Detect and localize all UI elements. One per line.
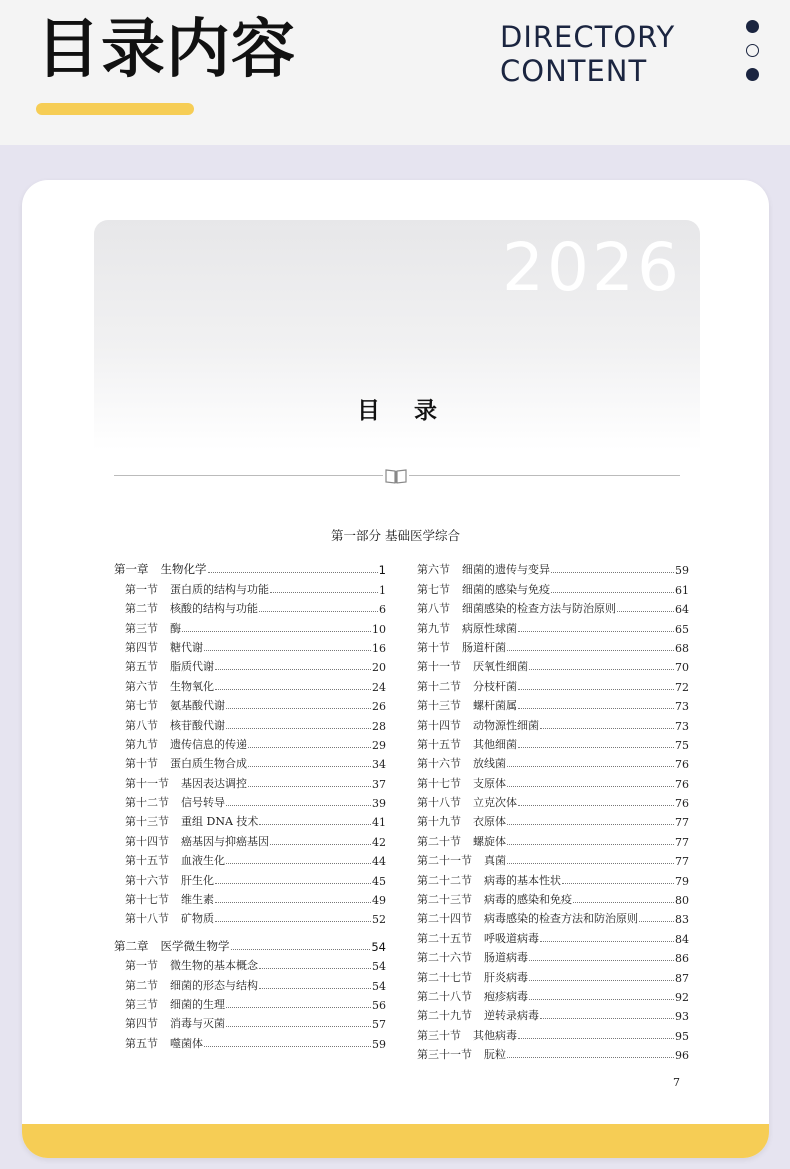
toc-entry-number: 第七节: [417, 582, 450, 596]
toc-section-row: [417, 1004, 689, 1023]
toc-entry-name: 病原性球菌: [462, 621, 517, 635]
toc-entry-name: 噬菌体: [170, 1036, 203, 1050]
toc-entry-page: 73: [675, 719, 689, 733]
toc-entry-name: 遗传信息的传递: [170, 737, 247, 751]
toc-entry-name: 病毒的感染和免疫: [484, 893, 572, 907]
toc-section-row: [417, 849, 689, 868]
toc-entry-name: 厌氧性细菌: [473, 660, 528, 674]
toc-entry-name: 动物源性细菌: [473, 718, 539, 732]
toc-entry-number: 第五节: [125, 660, 158, 674]
toc-entry-number: 第二十三节: [417, 893, 472, 907]
toc-section-row: [114, 597, 386, 616]
toc-section-row: [114, 636, 386, 655]
header-subtitle-line2: CONTENT: [500, 54, 648, 88]
dot-leader: [204, 650, 371, 651]
toc-section-row: [114, 577, 386, 596]
dot-leader: [270, 592, 378, 593]
toc-entry-name: 螺杆菌属: [473, 699, 517, 713]
toc-entry-name: 细菌的生理: [170, 997, 225, 1011]
toc-entry-number: 第五节: [125, 1036, 158, 1050]
toc-entry-page: 41: [372, 816, 386, 830]
dot-leader: [259, 988, 371, 989]
dot-leader: [529, 669, 674, 670]
toc-entry-name: 生物氧化: [170, 679, 214, 693]
toc-entry-name: 肠道病毒: [484, 951, 528, 965]
dot-leader: [540, 941, 674, 942]
toc-entry-name: 核酸的结构与功能: [170, 602, 258, 616]
toc-entry-page: 73: [675, 700, 689, 714]
dot-leader: [529, 999, 674, 1000]
dot-leader: [215, 669, 371, 670]
dot-leader: [208, 572, 378, 573]
toc-entry-name: 医学微生物学: [160, 938, 230, 953]
toc-entry-number: 第三十一节: [417, 1048, 472, 1062]
toc-section-row: [417, 636, 689, 655]
header-subtitle: [500, 20, 675, 88]
toc-title: 目录: [357, 398, 471, 424]
toc-entry-number: 第二十节: [417, 834, 461, 848]
toc-entry-name: 疱疹病毒: [484, 989, 528, 1003]
toc-entry-name: 呼吸道病毒: [484, 931, 539, 945]
toc-entry-number: 第二节: [125, 602, 158, 616]
toc-entry-page: 54: [372, 960, 386, 974]
dot-leader: [507, 766, 674, 767]
toc-entry-number: 第十一节: [417, 660, 461, 674]
toc-entry-page: 79: [675, 874, 689, 888]
toc-section-row: [417, 868, 689, 887]
toc-section-row: [114, 733, 386, 752]
toc-entry-name: 核苷酸代谢: [170, 718, 225, 732]
toc-section-row: [417, 791, 689, 810]
toc-entry-number: 第十五节: [417, 737, 461, 751]
toc-entry-number: 第六节: [125, 679, 158, 693]
toc-entry-name: 朊粒: [484, 1048, 506, 1062]
toc-entry-name: 氨基酸代谢: [170, 699, 225, 713]
toc-entry-number: 第十节: [417, 640, 450, 654]
toc-entry-page: 61: [675, 583, 689, 597]
toc-section-row: [114, 616, 386, 635]
toc-entry-name: 蛋白质的结构与功能: [170, 582, 269, 596]
toc-section-row: [417, 733, 689, 752]
pagination-dots: [746, 20, 760, 92]
toc-entry-page: 28: [372, 719, 386, 733]
toc-entry-number: 第十一节: [125, 776, 169, 790]
toc-entry-number: 第十六节: [417, 757, 461, 771]
dot-leader: [507, 1057, 674, 1058]
toc-entry-number: 第三十节: [417, 1028, 461, 1042]
dot-leader: [215, 883, 371, 884]
toc-section-row: [114, 674, 386, 693]
dot-leader: [507, 844, 674, 845]
toc-entry-page: 87: [675, 971, 689, 985]
toc-entry-number: 第十三节: [125, 815, 169, 829]
toc-section-row: [114, 1031, 386, 1050]
open-book-icon: [383, 466, 409, 486]
toc-entry-name: 肝生化: [181, 873, 214, 887]
toc-entry-page: 44: [372, 855, 386, 869]
toc-section-row: [114, 791, 386, 810]
toc-entry-number: 第十六节: [125, 873, 169, 887]
toc-entry-name: 衣原体: [473, 815, 506, 829]
toc-entry-number: 第八节: [417, 602, 450, 616]
dot-leader: [507, 650, 674, 651]
toc-entry-number: 第四节: [125, 640, 158, 654]
toc-entry-page: 29: [372, 738, 386, 752]
dot-leader: [518, 689, 674, 690]
toc-entry-page: 6: [379, 603, 386, 617]
toc-entry-name: 细菌的遗传与变异: [462, 563, 550, 577]
toc-section-row: [417, 694, 689, 713]
toc-entry-page: 75: [675, 738, 689, 752]
toc-section-row: [417, 655, 689, 674]
dot-leader: [551, 572, 674, 573]
dot-filled-icon: [746, 20, 759, 33]
toc-entry-name: 重组 DNA 技术: [181, 815, 259, 829]
toc-entry-number: 第二十一节: [417, 854, 472, 868]
toc-entry-page: 10: [372, 622, 386, 636]
toc-entry-number: 第二十九节: [417, 1009, 472, 1023]
toc-entry-name: 信号转导: [181, 796, 225, 810]
toc-section-row: [417, 771, 689, 790]
toc-section-row: [114, 810, 386, 829]
toc-section-row: [114, 954, 386, 973]
toc-entry-number: 第十节: [125, 757, 158, 771]
part-title: 第一部分 基础医学综合: [331, 528, 460, 543]
toc-section-row: [417, 674, 689, 693]
dot-leader: [226, 863, 371, 864]
toc-chapter-row: [114, 558, 386, 577]
toc-section-row: [417, 1023, 689, 1042]
toc-entry-name: 放线菌: [473, 757, 506, 771]
header-title: 目录内容: [36, 13, 296, 87]
toc-entry-page: 64: [675, 603, 689, 617]
dot-leader: [639, 921, 674, 922]
dot-leader: [259, 824, 371, 825]
toc-entry-number: 第十八节: [417, 796, 461, 810]
toc-entry-page: 39: [372, 797, 386, 811]
toc-entry-name: 糖代谢: [170, 640, 203, 654]
toc-entry-page: 80: [675, 894, 689, 908]
dot-leader: [259, 611, 378, 612]
toc-entry-number: 第一节: [125, 959, 158, 973]
dot-leader: [518, 1038, 674, 1039]
toc-entry-name: 逆转录病毒: [484, 1009, 539, 1023]
toc-entry-number: 第十八节: [125, 912, 169, 926]
toc-entry-page: 26: [372, 700, 386, 714]
dot-leader: [231, 949, 371, 950]
toc-entry-page: 84: [675, 932, 689, 946]
toc-entry-number: 第二章: [114, 938, 149, 953]
dot-leader: [562, 883, 674, 884]
toc-entry-page: 68: [675, 641, 689, 655]
dot-leader: [248, 786, 371, 787]
toc-entry-name: 螺旋体: [473, 834, 506, 848]
dot-ring-icon: [746, 44, 759, 57]
toc-section-row: [114, 868, 386, 887]
toc-right-column: [417, 558, 689, 1062]
dot-leader: [182, 631, 371, 632]
toc-entry-page: 49: [372, 894, 386, 908]
toc-section-row: [417, 616, 689, 635]
toc-entry-name: 微生物的基本概念: [170, 959, 258, 973]
toc-entry-page: 77: [675, 816, 689, 830]
toc-entry-page: 77: [675, 855, 689, 869]
toc-entry-page: 86: [675, 952, 689, 966]
dot-leader: [573, 902, 674, 903]
toc-section-row: [417, 926, 689, 945]
toc-section-row: [417, 946, 689, 965]
toc-entry-page: 65: [675, 622, 689, 636]
toc-entry-page: 76: [675, 797, 689, 811]
toc-entry-number: 第八节: [125, 718, 158, 732]
toc-section-row: [114, 1012, 386, 1031]
toc-entry-page: 72: [675, 680, 689, 694]
toc-entry-name: 蛋白质生物合成: [170, 757, 247, 771]
accent-bar: [36, 103, 194, 115]
dot-leader: [507, 786, 674, 787]
dot-leader: [617, 611, 674, 612]
dot-leader: [226, 708, 371, 709]
dot-leader: [270, 844, 371, 845]
toc-chapter-row: [114, 934, 386, 953]
toc-section-row: [417, 907, 689, 926]
toc-entry-page: 52: [372, 913, 386, 927]
toc-entry-number: 第十四节: [125, 834, 169, 848]
toc-entry-page: 1: [378, 563, 386, 578]
toc-entry-name: 支原体: [473, 776, 506, 790]
toc-entry-number: 第十七节: [125, 893, 169, 907]
dot-leader: [518, 747, 674, 748]
toc-entry-name: 细菌感染的检查方法与防治原则: [462, 602, 616, 616]
toc-section-row: [114, 993, 386, 1012]
dot-filled-icon: [746, 68, 759, 81]
dot-leader: [226, 805, 371, 806]
title-banner: [94, 220, 700, 450]
toc-entry-name: 病毒的基本性状: [484, 873, 561, 887]
toc-entry-name: 脂质代谢: [170, 660, 214, 674]
toc-entry-number: 第二十六节: [417, 951, 472, 965]
toc-entry-number: 第二十五节: [417, 931, 472, 945]
toc-entry-number: 第一节: [125, 582, 158, 596]
toc-entry-name: 分枝杆菌: [473, 679, 517, 693]
toc-entry-name: 癌基因与抑癌基因: [181, 834, 269, 848]
dot-leader: [529, 980, 674, 981]
toc-entry-page: 54: [371, 939, 386, 954]
dot-leader: [215, 902, 371, 903]
toc-entry-number: 第十四节: [417, 718, 461, 732]
toc-entry-page: 77: [675, 835, 689, 849]
toc-entry-number: 第十五节: [125, 854, 169, 868]
toc-section-row: [417, 965, 689, 984]
toc-section-row: [114, 888, 386, 907]
toc-section-row: [114, 655, 386, 674]
toc-section-row: [114, 849, 386, 868]
toc-entry-name: 酶: [170, 621, 181, 635]
dot-leader: [204, 1046, 371, 1047]
dot-leader: [551, 592, 674, 593]
toc-section-row: [417, 829, 689, 848]
toc-section-row: [114, 907, 386, 926]
toc-entry-page: 83: [675, 913, 689, 927]
dot-leader: [215, 689, 371, 690]
toc-entry-number: 第九节: [125, 737, 158, 751]
toc-entry-page: 92: [675, 990, 689, 1004]
dot-leader: [518, 631, 674, 632]
toc-entry-number: 第九节: [417, 621, 450, 635]
toc-entry-number: 第六节: [417, 563, 450, 577]
toc-section-row: [417, 558, 689, 577]
dot-leader: [507, 824, 674, 825]
toc-entry-name: 细菌的感染与免疫: [462, 582, 550, 596]
toc-section-row: [417, 888, 689, 907]
page-number: 7: [673, 1076, 680, 1089]
card-bottom-band: [22, 1124, 769, 1158]
toc-entry-number: 第十三节: [417, 699, 461, 713]
toc-entry-name: 立克次体: [473, 796, 517, 810]
toc-entry-name: 基因表达调控: [181, 776, 247, 790]
toc-entry-page: 70: [675, 661, 689, 675]
toc-entry-page: 59: [372, 1037, 386, 1051]
toc-entry-number: 第二十七节: [417, 970, 472, 984]
toc-section-row: [417, 752, 689, 771]
toc-entry-number: 第四节: [125, 1017, 158, 1031]
toc-entry-page: 76: [675, 777, 689, 791]
toc-section-row: [114, 829, 386, 848]
dot-leader: [226, 1007, 371, 1008]
dot-leader: [529, 960, 674, 961]
toc-entry-name: 其他病毒: [473, 1028, 517, 1042]
dot-leader: [248, 766, 371, 767]
dot-leader: [540, 1018, 674, 1019]
toc-section-row: [114, 771, 386, 790]
year-watermark: 2026: [502, 229, 682, 306]
toc-entry-page: 20: [372, 661, 386, 675]
toc-entry-page: 34: [372, 758, 386, 772]
toc-section-row: [114, 694, 386, 713]
toc-entry-number: 第二十四节: [417, 912, 472, 926]
toc-section-row: [417, 810, 689, 829]
dot-leader: [540, 728, 674, 729]
toc-entry-page: 96: [675, 1049, 689, 1063]
toc-entry-number: 第十七节: [417, 776, 461, 790]
dot-leader: [259, 968, 371, 969]
dot-leader: [518, 805, 674, 806]
dot-leader: [226, 1026, 371, 1027]
toc-entry-number: 第三节: [125, 997, 158, 1011]
toc-entry-name: 肠道杆菌: [462, 640, 506, 654]
dot-leader: [226, 728, 371, 729]
toc-entry-number: 第七节: [125, 699, 158, 713]
toc-section-row: [417, 577, 689, 596]
toc-entry-page: 37: [372, 777, 386, 791]
dot-leader: [518, 708, 674, 709]
toc-entry-page: 59: [675, 564, 689, 578]
toc-entry-page: 45: [372, 874, 386, 888]
toc-entry-page: 93: [675, 1010, 689, 1024]
toc-section-row: [114, 713, 386, 732]
toc-entry-number: 第二十二节: [417, 873, 472, 887]
page-header: [0, 0, 790, 145]
toc-entry-number: 第十二节: [125, 796, 169, 810]
toc-entry-number: 第三节: [125, 621, 158, 635]
toc-entry-page: 56: [372, 998, 386, 1012]
toc-entry-name: 病毒感染的检查方法和防治原则: [484, 912, 638, 926]
toc-entry-name: 其他细菌: [473, 737, 517, 751]
toc-section-row: [417, 1043, 689, 1062]
toc-entry-page: 95: [675, 1029, 689, 1043]
toc-entry-page: 16: [372, 641, 386, 655]
toc-entry-name: 真菌: [484, 854, 506, 868]
toc-section-row: [417, 597, 689, 616]
toc-entry-number: 第十二节: [417, 679, 461, 693]
dot-leader: [248, 747, 371, 748]
toc-section-row: [114, 752, 386, 771]
toc-entry-page: 76: [675, 758, 689, 772]
toc-entry-page: 42: [372, 835, 386, 849]
toc-entry-number: 第二节: [125, 978, 158, 992]
toc-section-row: [417, 713, 689, 732]
toc-entry-number: 第十九节: [417, 815, 461, 829]
toc-entry-name: 矿物质: [181, 912, 214, 926]
toc-entry-name: 细菌的形态与结构: [170, 978, 258, 992]
book-page-card: [22, 180, 769, 1158]
toc-section-row: [417, 985, 689, 1004]
toc-entry-name: 血液生化: [181, 854, 225, 868]
toc-entry-page: 24: [372, 680, 386, 694]
toc-section-row: [114, 973, 386, 992]
toc-entry-name: 肝炎病毒: [484, 970, 528, 984]
toc-entry-page: 1: [379, 583, 386, 597]
toc-left-column: [114, 558, 386, 1051]
dot-leader: [215, 921, 371, 922]
toc-entry-number: 第一章: [114, 562, 149, 577]
toc-entry-page: 57: [372, 1018, 386, 1032]
toc-entry-name: 消毒与灭菌: [170, 1017, 225, 1031]
toc-entry-number: 第二十八节: [417, 989, 472, 1003]
header-subtitle-line1: DIRECTORY: [500, 20, 676, 54]
dot-leader: [507, 863, 674, 864]
toc-entry-page: 54: [372, 979, 386, 993]
toc-entry-name: 维生素: [181, 893, 214, 907]
toc-entry-name: 生物化学: [160, 562, 207, 577]
